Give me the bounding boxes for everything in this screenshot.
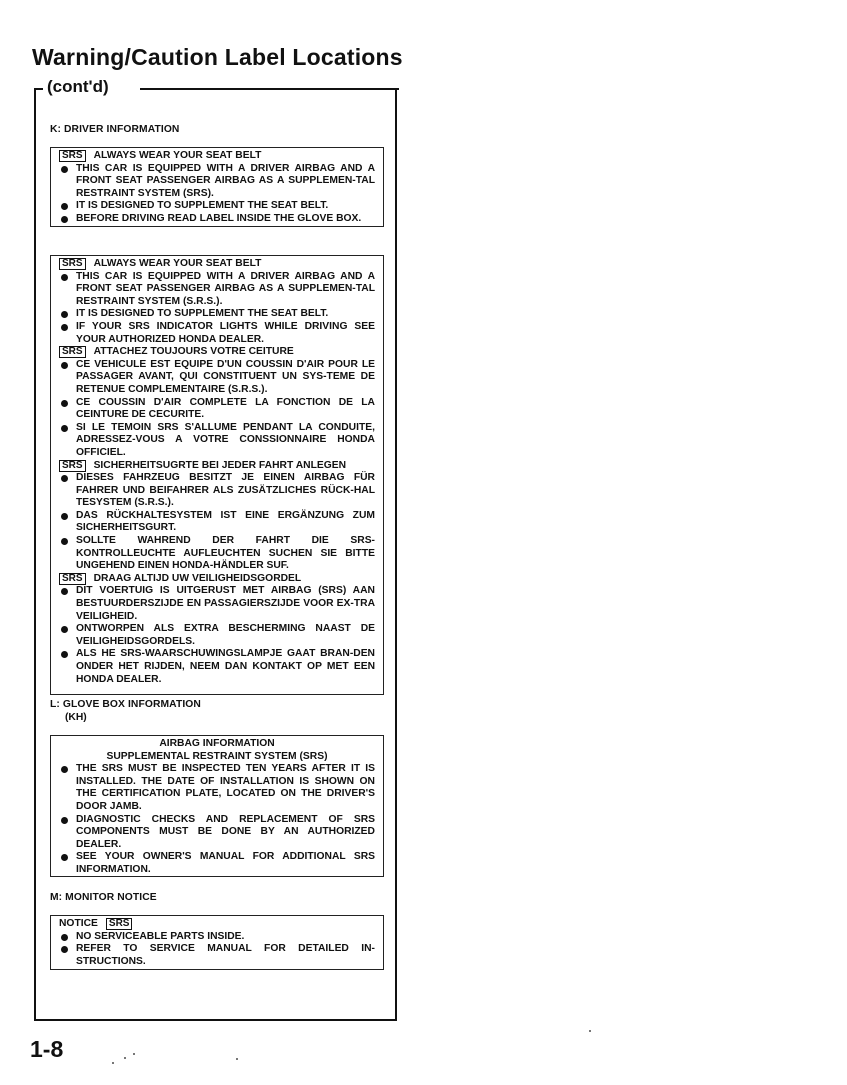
scan-speck (112, 1062, 114, 1064)
bullet-item: DAS RÜCKHALTESYSTEM IST EINE ERGÄNZUNG ZUM SICHERHEITSGURT. (59, 510, 375, 535)
section-l-sublabel: (KH) (65, 712, 87, 723)
scan-speck (124, 1057, 126, 1059)
srs-badge: SRS (59, 346, 86, 358)
bullet-item: ALS HE SRS-WAARSCHUWINGSLAMPJE GAAT BRAN-DEN ONDER HET RIJDEN, NEEM DAN KONTAKT OP MET EEN HONDA DEALER. (59, 648, 375, 686)
section-k-label: K: DRIVER INFORMATION (50, 124, 180, 135)
label-header (59, 150, 375, 163)
bullet-item: THE SRS MUST BE INSPECTED TEN YEARS AFTER IT IS INSTALLED. THE DATE OF INSTALLATION IS SHOWN ON THE CERTIFICATION PLATE, LOCATED ON THE DRIVER'S DOOR JAMB. (59, 763, 375, 813)
page-title: Warning/Caution Label Locations (32, 44, 403, 70)
label-header-text: SICHERHEITSUGRTE BEI JEDER FAHRT ANLEGEN (93, 459, 347, 471)
section-m-label: M: MONITOR NOTICE (50, 892, 157, 903)
bullet-item: SOLLTE WAHREND DER FAHRT DIE SRS-KONTROLLEUCHTE AUFLEUCHTEN SUCHEN SIE BITTE UNGEHEND EINEN HONDA-HÄNDLER SUF. (59, 535, 375, 573)
bullet-item: DIAGNOSTIC CHECKS AND REPLACEMENT OF SRS COMPONENTS MUST BE DONE BY AN AUTHORIZED DEALER. (59, 814, 375, 852)
srs-badge: SRS (59, 258, 86, 270)
bullet-item: THIS CAR IS EQUIPPED WITH A DRIVER AIRBAG AND A FRONT SEAT PASSENGER AIRBAG AS A SUPPLEMEN-TAL RESTRAINT SYSTEM (SRS). (59, 163, 375, 201)
label-header-text: ALWAYS WEAR YOUR SEAT BELT (93, 150, 262, 161)
bullet-item: ONTWORPEN ALS EXTRA BESCHERMING NAAST DE VEILIGHEIDSGORDELS. (59, 623, 375, 648)
bullet-item: IF YOUR SRS INDICATOR LIGHTS WHILE DRIVING SEE YOUR AUTHORIZED HONDA DEALER. (59, 321, 375, 346)
bullet-item: SI LE TEMOIN SRS S'ALLUME PENDANT LA CONDUITE, ADRESSEZ-VOUS A VOTRE CONSSIONNAIRE HONDA OFFICIEL. (59, 422, 375, 460)
label-header-text: ALWAYS WEAR YOUR SEAT BELT (93, 258, 262, 269)
bullet-item: THIS CAR IS EQUIPPED WITH A DRIVER AIRBAG AND A FRONT SEAT PASSENGER AIRBAG AS A SUPPLEMEN-TAL RESTRAINT SYSTEM (S.R.S.). (59, 271, 375, 309)
notice-header-text: NOTICE (59, 918, 98, 929)
german-block (59, 460, 375, 573)
page-number: 1-8 (30, 1036, 64, 1062)
srs-badge: SRS (106, 918, 133, 930)
bullet-item: IT IS DESIGNED TO SUPPLEMENT THE SEAT BELT. (59, 200, 375, 213)
label-header (59, 460, 375, 473)
bullet-item: CE COUSSIN D'AIR COMPLETE LA FONCTION DE LA CEINTURE DE CECURITE. (59, 397, 375, 422)
continued-heading: (cont'd) (47, 77, 109, 96)
bullet-item: IT IS DESIGNED TO SUPPLEMENT THE SEAT BELT. (59, 308, 375, 321)
bullet-item: DIESES FAHRZEUG BESITZT JE EINEN AIRBAG FÜR FAHRER UND BEIFAHRER ALS ZUSÄTZLICHES RÜCK-HAL TESYSTEM (S.R.S.). (59, 472, 375, 510)
driver-info-label-short (50, 147, 384, 227)
label-header (59, 918, 375, 931)
srs-badge: SRS (59, 150, 86, 162)
english-block (59, 258, 375, 346)
scan-speck (589, 1030, 591, 1032)
monitor-notice-label (50, 915, 384, 970)
scan-speck (236, 1058, 238, 1060)
driver-info-label-multilingual (50, 255, 384, 695)
french-block (59, 346, 375, 459)
bullet-item: CE VEHICULE EST EQUIPE D'UN COUSSIN D'AIR POUR LE PASSAGER AVANT, QUI CONSTITUENT UN SYS-TEME DE RETENUE COMPLEMENTAIRE (S.R.S.). (59, 359, 375, 397)
label-subtitle: SUPPLEMENTAL RESTRAINT SYSTEM (SRS) (106, 750, 328, 762)
scan-speck (133, 1053, 135, 1055)
label-header (59, 258, 375, 271)
srs-badge: SRS (59, 460, 86, 472)
bullet-item: SEE YOUR OWNER'S MANUAL FOR ADDITIONAL SRS INFORMATION. (59, 851, 375, 876)
glove-box-label (50, 735, 384, 877)
srs-badge: SRS (59, 573, 86, 585)
bullet-item: BEFORE DRIVING READ LABEL INSIDE THE GLOVE BOX. (59, 213, 375, 226)
bullet-item: DIT VOERTUIG IS UITGERUST MET AIRBAG (SRS) AAN BESTUURDERSZIJDE EN PASSAGIERSZIJDE VOOR EX-TRA VEILIGHEID. (59, 585, 375, 623)
bullet-item: NO SERVICEABLE PARTS INSIDE. (59, 931, 375, 944)
label-header (59, 346, 375, 359)
section-l-label: L: GLOVE BOX INFORMATION (50, 699, 201, 710)
label-title: AIRBAG INFORMATION (159, 738, 275, 749)
bullet-item: REFER TO SERVICE MANUAL FOR DETAILED IN-STRUCTIONS. (59, 943, 375, 968)
label-header-text: ATTACHEZ TOUJOURS VOTRE CEITURE (93, 346, 294, 358)
label-header (59, 573, 375, 586)
label-header-text: DRAAG ALTIJD UW VEILIGHEIDSGORDEL (93, 572, 302, 584)
dutch-block (59, 573, 375, 686)
